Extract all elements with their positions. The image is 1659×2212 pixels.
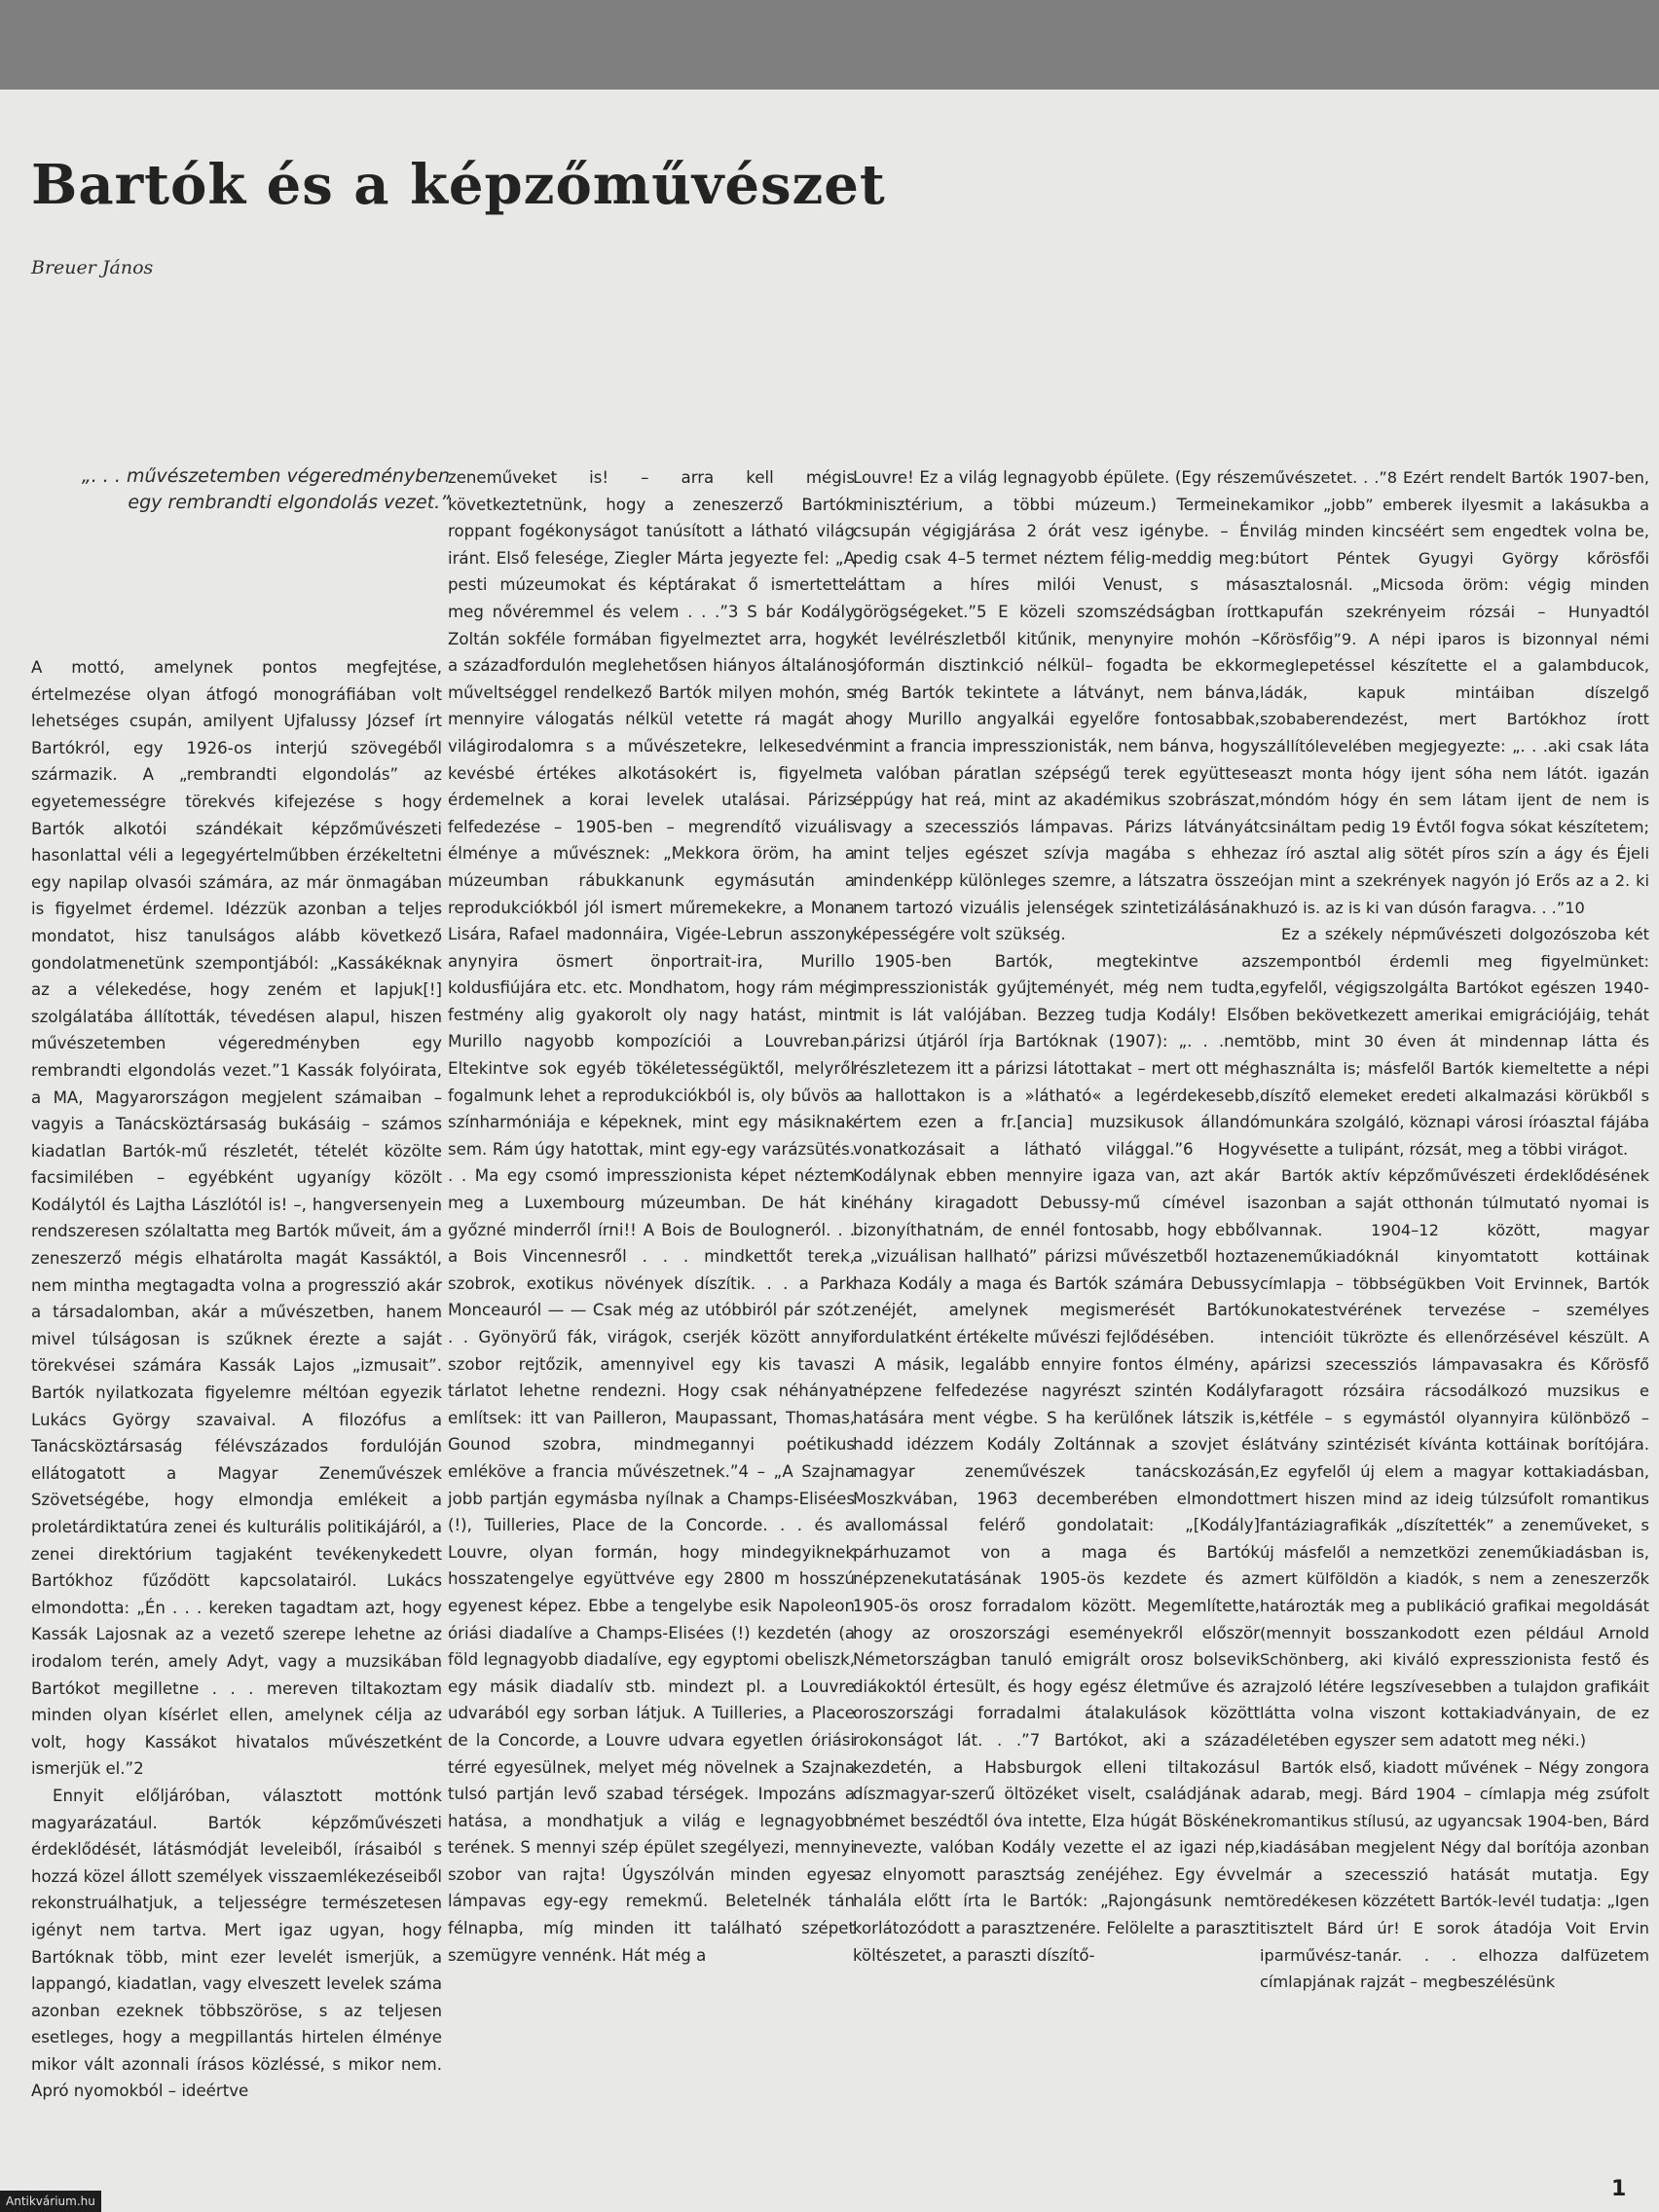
source-watermark: Antikvárium.hu <box>0 2191 101 2212</box>
text-column-2 <box>448 464 855 1969</box>
paragraph: zeneműveket is! – arra kell mégis következtetnünk, hogy a zeneszerző Bartók roppant fogékonyságot tanúsított a látható világ iránt. Első felesége, Ziegler Márta jegyezte fel: „A pesti múzeumokat és képtárakat ő ismertette meg nővéremmel és velem . . .”3 S bár Kodály Zoltán sokféle formában figyelmeztet arra, hogy a századfordulón meglehetősen hiányos általános műveltséggel rendelkező Bartók milyen mohón, s mennyire válogatás nélkül vetette rá magát a világirodalomra s a művészetekre, lelkesedvén kevésbé értékes alkotásokért is, figyelmet érdemelnek a korai levelek utalásai. Párizs felfedezése – 1905-ben – megrendítő vizuális élménye a művésznek: „Mekkora öröm, ha a múzeumban rábukkanunk egymásután a reprodukciókból jól ismert műremekekre, a Mona Lisára, Rafael madonnáira, Vigée-Lebrun asszony anynyira ösmert önportrait-ira, Murillo koldusfiújára etc. etc. Mondhatom, hogy rám még festmény alig gyakorolt oly nagy hatást, mint Murillo nagyobb kompozíciói a Louvreban. Eltekintve sok egyéb tökéletességüktől, melyről fogalmunk lehet a reprodukciókból is, oly bűvös a színharmóniája e képeknek, mint egy másiknak sem. Rám úgy hatottak, mint egy-egy varázsütés. . . Ma egy csomó impresszionista képet néztem meg a Luxembourg múzeumban. De hát ki győzné minderről írni!! A Bois de Boulogneról. . . a Bois Vincennesről . . . mindkettőt terek, szobrok, exotikus növények díszítik. . . a Park Monceauról — — Csak még az utóbbiról pár szót. . . Gyönyörű fák, virágok, cserjék között annyi szobor rejtőzik, amennyivel egy kis tavaszi tárlatot lehetne rendezni. Hogy csak néhányat említsek: itt van Pailleron, Maupassant, Thomas, Gounod szobra, mindmegannyi poétikus emléköve a francia művészetnek.”4 – „A Szajna jobb partján egymásba nyílnak a Champs-Elisées (!), Tuilleries, Place de la Concorde. . . és a Louvre, olyan formán, hogy mindegyiknek hosszatengelye együttvéve egy 2800 m hosszú egyenest képez. Ebbe a tengelybe esik Napoleon óriási diadalíve a Champs-Elisées (!) kezdetén (a föld legnagyobb diadalíve, egy egyptomi obeliszk, egy másik diadalív stb. mindezt pl. a Louvre udvarából egy sorban látjuk. A Tuilleries, a Place de la Concorde, a Louvre udvara egyetlen óriási térré egyesülnek, melyet még növelnek a Szajna tulsó partján levő szabad térségek. Impozáns a hatása, a mondhatjuk a világ e legnagyobb terének. S mennyi szép épület szegélyezi, mennyi szobor van rajta! Úgyszólván minden egyes lámpavas egy-egy remekmű. Beletelnék tán félnapba, míg minden itt található szépet szemügyre vennénk. Hát még a <box>448 468 855 1965</box>
paragraph: Louvre! Ez a világ legnagyobb épülete. (Egy része minisztérium, a többi múzeum.) Termeinek csupán végigjárása 2 órát vesz igénybe. – Én pedig csak 4–5 termet néztem félig-meddig meg: láttam a híres milói Venust, s más görögségeket.”5 E közeli szomszédságban írott két levélrészletből kitűnik, menynyire mohón – jóformán disztinkció nélkül– fogadta be ekkor még Bartók tekintete a látványt, nem bánva, hogy Murillo angyalkái egyelőre fontosabbak, mint a francia impresszionisták, nem bánva, hogy a valóban páratlan szépségű terek együttese éppúgy hat reá, mint az akadémikus szobrászat, vagy a szecessziós lámpavas. Párizs látványát mint teljes egészet szívja magába s ehhez mindenképp különleges szemre, a látszatra össze nem tartozó vizuális jelenségek szintetizálásának képességére volt szükség. <box>853 468 1260 944</box>
paragraph: Ez a székely népművészeti dolgozószoba két szempontból érdemli meg figyelmünket: egyfelől, végigszolgálta Bartókot egészen 1940-ben bekövetkezett amerikai emigrációjáig, tehát több, mint 30 éven át mindennap látta és használta is; másfelől Bartók kiemeltette a népi díszítő elemeket eredeti alkalmazási körükből s munkára szolgáló, köznapi városi íróasztal fájába vésette a tulipánt, rózsát, meg a többi virágot. <box>1260 925 1649 1159</box>
article-author: Breuer János <box>31 257 154 278</box>
paragraph: Ennyit előljáróban, választott mottónk magyarázatául. Bartók képzőművészeti érdeklődését, látásmódját leveleiből, írásaiból s hozzá közel állott személyek visszaemlékezéseiből rekonstruálhatjuk, a teljességre természetesen igényt nem tartva. Mert igaz ugyan, hogy Bartóknak több, mint ezer levelét ismerjük, a lappangó, kiadatlan, vagy elveszett levelek száma azonban ezeknek többszöröse, s az teljesen esetleges, hogy a megpillantás hirtelen élménye mikor vált azonnali írásos közléssé, s mikor nem. Apró nyomokból – ideértve <box>31 1786 442 2101</box>
paragraph: Bartók első, kiadott művének – Négy zongora darab, megj. Bárd 1904 – címlapja még zsúfolt romantikus stílusú, az ugyancsak 1904-ben, Bárd kiadásában megjelent Négy dal borítója azonban már a szecesszió hatását mutatja. Egy töredékesen közzétett Bartók-levél tudatja: „Igen tisztelt Bárd úr! E sorok átadója Voit Ervin iparművész-tanár. . . elhozza dalfüzetem címlapjának rajzát – megbeszélésünk <box>1260 1757 1649 1992</box>
paragraph: A másik, legalább ennyire fontos élmény, a népzene felfedezése nagyrészt szintén Kodály hatására ment végbe. S ha kerülőnek látszik is, hadd idézzem Kodály Zoltánnak a szovjet és magyar zeneművészek tanácskozásán, Moszkvában, 1963 decemberében elmondott vallomással felérő gondolatait: „[Kodály] párhuzamot von a maga és Bartók népzenekutatásának 1905-ös kezdete és az 1905-ös orosz forradalom között. Megemlítette, hogy az oroszországi eseményekről először Németországban tanuló emigrált orosz bolsevik diákoktól értesült, és hogy egész életműve és az oroszországi forradalmi átalakulások között rokonságot lát. . .”7 Bartókot, aki a század kezdetén, a Habsburgok elleni tiltakozásul díszmagyar-szerű öltözéket viselt, családjának a német beszédtől óva intette, Elza húgát Böskének nevezte, valóban Kodály vezette el az igazi nép, az elnyomott parasztság zenéjéhez. Egy évvel halála előtt írta le Bartók: „Rajongásunk nem korlátozódott a parasztzenére. Felölelte a paraszti költészetet, a paraszti díszítő- <box>853 1354 1260 1965</box>
page-number: 1 <box>1611 2177 1627 2201</box>
paragraph: A mottó, amelynek pontos megfejtése, értelmezése olyan átfogó monográfiában volt lehetséges csupán, amilyent Ujfalussy József írt Bartókról, egy 1926-os interjú szövegéből származik. A „rembrandti elgondolás” az egyetemességre törekvés kifejezése s hogy Bartók alkotói szándékait képzőművészeti hasonlattal véli a legegyértelműbben érzékeltetni egy napilap olvasói számára, az már önmagában is figyelmet érdemel. Idézzük azonban a teljes mondatot, hisz tanulságos alább következő gondolatmenetünk szempontjából: „Kassákéknak az a vélekedése, hogy zeném et lapjuk[!] szolgálatába állították, tévedésen alapul, hiszen művészetemben végeredményben egy rembrandti elgondolás vezet.”1 Kassák folyóirata, a MA, Magyarországon megjelent számaiban – vagyis a Tanácsköztársaság bukásáig – számos kiadatlan Bartók-mű részletét, tételét közölte facsimilében – egyébként ugyanígy közölt Kodálytól és Lajtha Lászlótól is! –, hangversenyein rendszeresen szólaltatta meg Bartók műveit, ám a zeneszerző mégis elhatárolta magát Kassáktól, nem mintha megtagadta volna a progresszió akár a társadalomban, akár a művészetben, hanem mivel túlságosan is szűknek érezte a saját törekvései számára Kassák Lajos „izmusait”. Bartók nyilatkozata figyelemre méltóan egyezik Lukács György szavaival. A filozófus a Tanácsköztársaság félévszázados fordulóján ellátogatott a Magyar Zeneművészek Szövetségébe, hogy elmondja emlékeit a proletárdiktatúra zenei és kulturális politikájáról, a zenei direktórium tagjaként tevékenykedett Bartókhoz fűződött kapcsolatairól. Lukács elmondotta: „Én . . . kereken tagadtam azt, hogy Kassák Lajosnak az a vezető szerepe lehetne az irodalom terén, amely Adyt, vagy a muzsikában Bartókot megilletne . . . mereven tiltakoztam minden olyan kísérlet ellen, amelynek célja az volt, hogy Kassákot hivatalos művészetként ismerjük el.”2 <box>31 658 442 1779</box>
article-motto: „. . . művészetemben végeredményben egy rembrandti elgondolás vezet.” <box>81 465 450 513</box>
paragraph: 1905-ben Bartók, megtekintve az impresszionisták gyűjteményét, még nem tudta, mit is lát valójában. Bezzeg tudja Kodály! Első párizsi útjáról írja Bartóknak (1907): „. . .nem részletezem itt a párizsi látottakat – mert ott még a hallottakon is a »látható« a legérdekesebb, értem ezen a fr.[ancia] muzsikusok állandó vonatkozásait a látható világgal.”6 Hogy Kodálynak ebben mennyire igaza van, azt akár néhány kiragadott Debussy-mű címével is bizonyíthatnám, de ennél fontosabb, hogy ebből a „vizuálisan hallható” párizsi művészetből hozta haza Kodály a maga és Bartók számára Debussy zenéjét, amelynek megismerését Bartók fordulatként értékelte művészi fejlődésében. <box>853 951 1260 1346</box>
text-column-3 <box>853 464 1260 1969</box>
text-column-1 <box>31 654 442 2105</box>
paragraph: Bartók aktív képzőművészeti érdeklődésének azonban a saját otthonán túlmutató nyomai is vannak. 1904–12 között, magyar zeneműkiadóknál kinyomtatott kottáinak címlapja – többségükben Voit Ervinnek, Bartók unokatestvérének tervezése – személyes intencióit tükrözte és ellenőrzésével készült. A párizsi szecessziós lámpavasakra és Kőrösfő faragott rózsáira rácsodálkozó muzsikus e kétféle – s egymástól olyannyira különböző – látvány szintézisét kívánta kottáinak borítójára. Ez egyfelől új elem a magyar kottakiadásban, mert hiszen mind az ideig túlzsúfolt romantikus fantáziagrafikák „díszítették” a zeneműveket, s új másfelől a nemzetközi zeneműkiadásban is, mert külföldön a kiadók, s nem a zeneszerzők határozták meg a publikáció grafikai megoldását (mennyit bosszankodott ezen például Arnold Schönberg, aki kiváló expresszionista festő és rajzoló létére legszívesebben a tulajdon grafikáit látta volna viszont kottakiadványain, de ez életében egyszer sem adatott meg néki.) <box>1260 1166 1649 1750</box>
paragraph: művészetet. . .”8 Ezért rendelt Bartók 1907-ben, amikor „jobb” emberek ilyesmit a lakásukba a világ minden kincséért sem engedtek volna be, bútort Péntek Gyugyi György kőrösfői asztalosnál. „Micsoda öröm: végig minden kapufán szekrényeim rózsái – Hunyadtól Kőrösfőig”9. A népi iparos is bizonnyal némi meglepetéssel készítette el a galambducok, ládák, kapuk mintáiban díszelgő szobaberendezést, mert Bartókhoz írott szállítólevelében megjegyezte: „. . .aki csak láta aszt monta hógy ijent sóha nem látót. igazán móndóm hógy én sem látam ijent de nem is csináltam pedig 19 Évtől fogva sókat készítetem; az író asztal alig sötét píros szín a ágy és Éjeli ójan mint a szekrények nagyón jó Erős az a 2. ki huzó is. az is ki van dúsón faragva. . .”10 <box>1260 468 1649 917</box>
text-column-4 <box>1260 464 1649 1996</box>
magazine-page <box>0 90 1659 2212</box>
article-title: Bartók és a képzőművészet <box>31 153 886 217</box>
